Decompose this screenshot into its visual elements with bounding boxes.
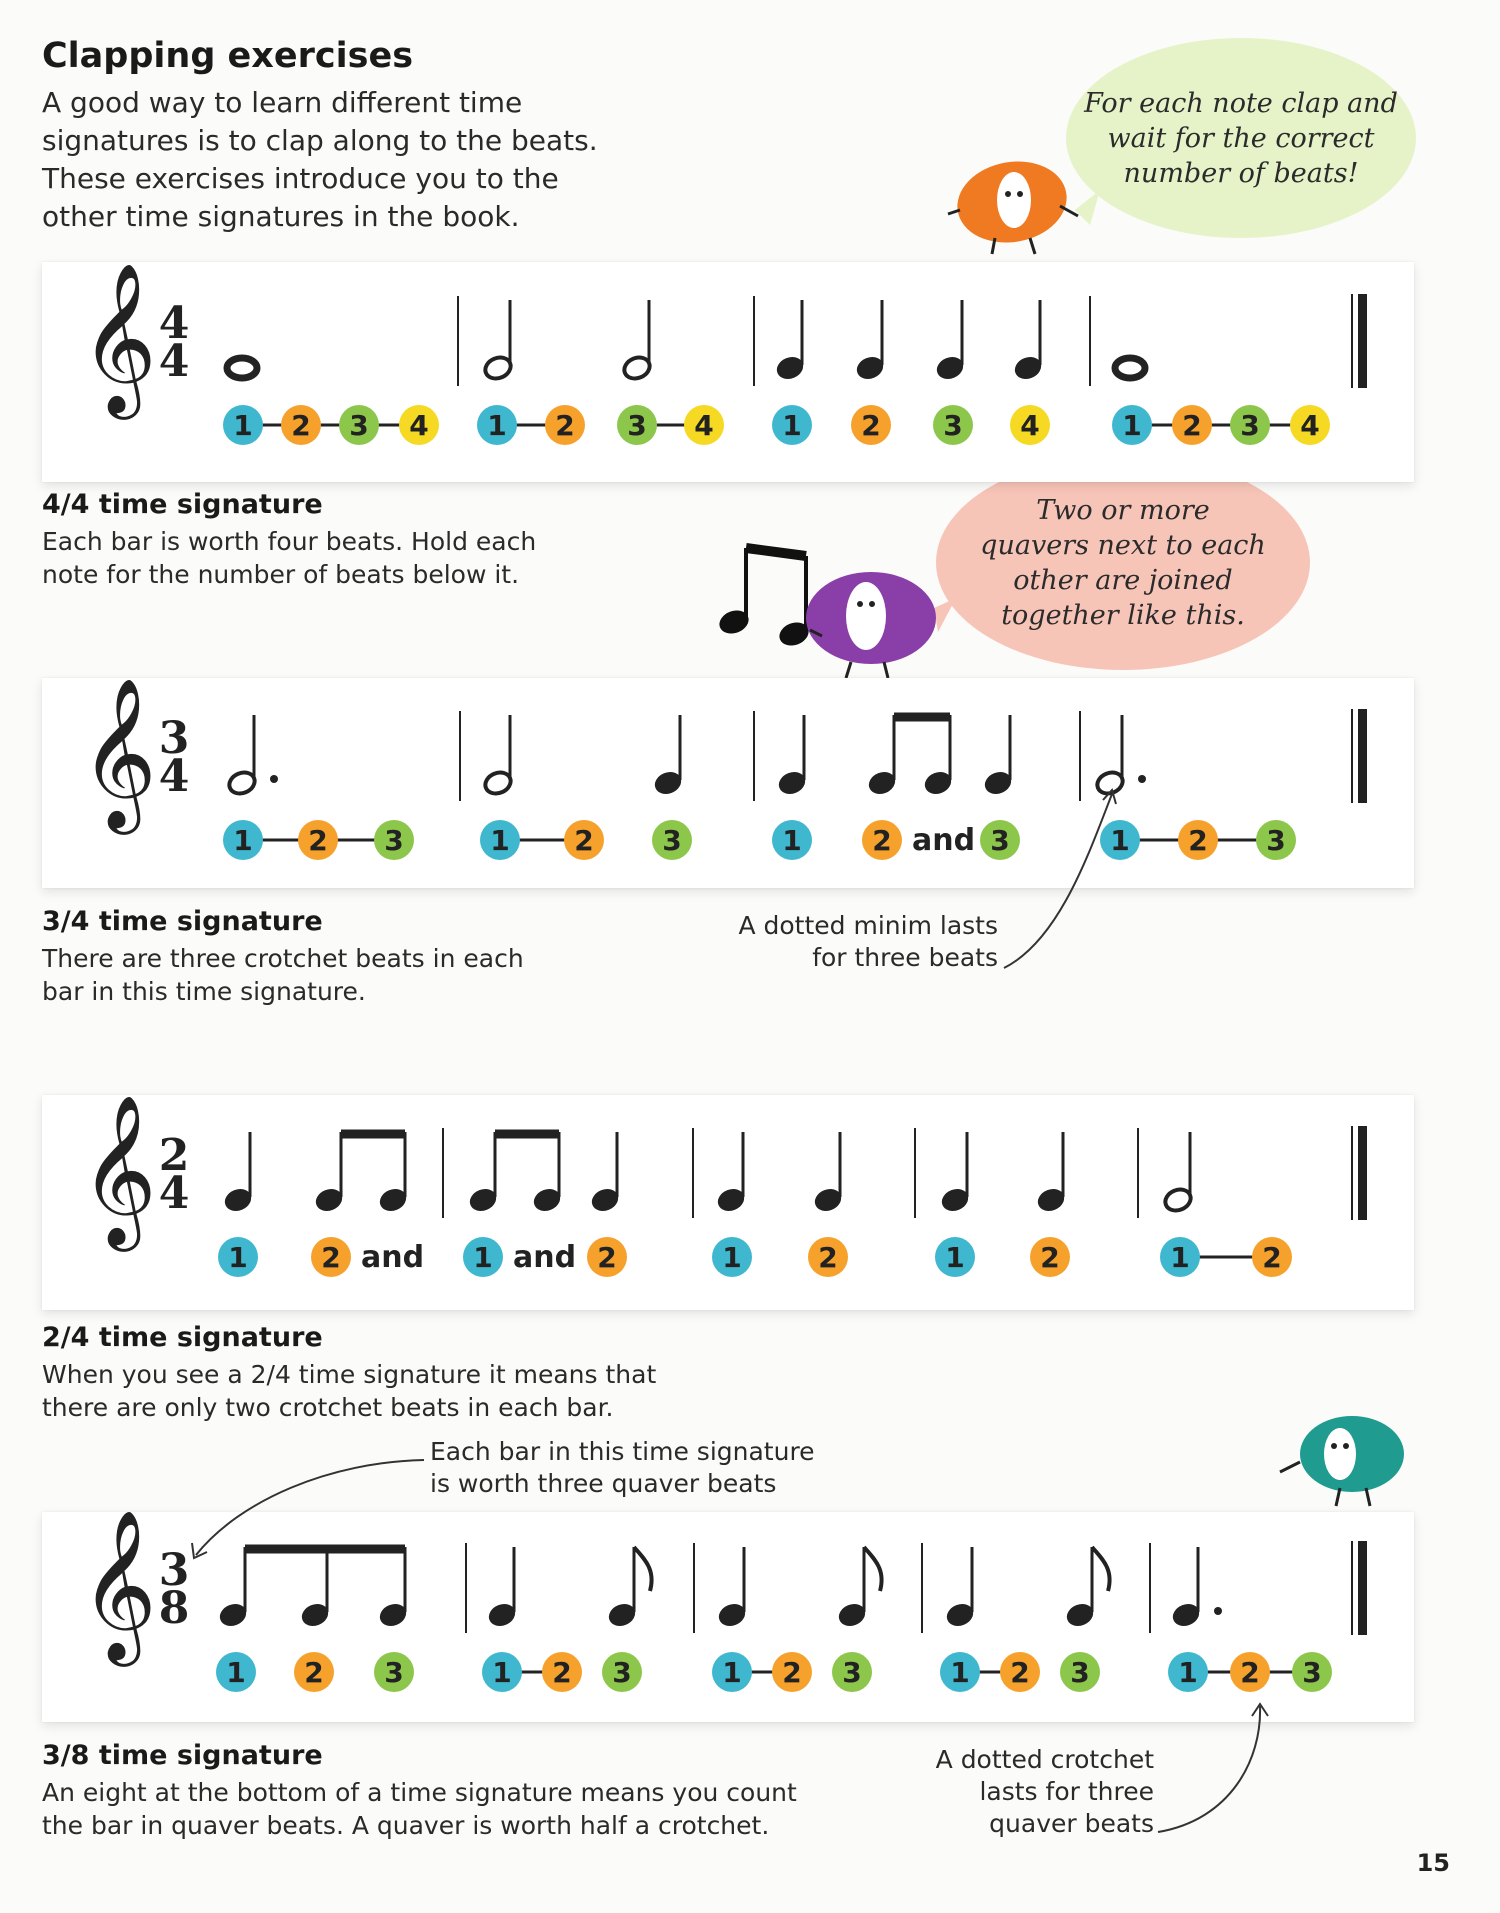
page-number: 15 xyxy=(1416,1849,1450,1877)
beat-number: 1 xyxy=(782,824,802,857)
time-sig-bottom: 4 xyxy=(158,1168,190,1219)
beat-number: 2 xyxy=(818,1241,838,1274)
speech-bubble-top-text: For each note clap and wait for the correct number of beats! xyxy=(1084,87,1398,189)
page-title: Clapping exercises xyxy=(42,36,414,76)
beat-number: 1 xyxy=(722,1656,742,1689)
time-sig-bottom: 4 xyxy=(158,336,190,387)
beat-number: 4 xyxy=(1300,409,1320,442)
beat-number: 1 xyxy=(233,824,253,857)
time-sig-top: 3 xyxy=(158,713,190,764)
beat-number: 4 xyxy=(409,409,429,442)
beat-number: 1 xyxy=(950,1656,970,1689)
time-sig-top: 2 xyxy=(158,1130,190,1181)
beat-and-label: and xyxy=(912,823,976,858)
beat-and-label: and xyxy=(361,1240,425,1275)
note-dotted-crotchet: A dotted crotchet lasts for three quaver beats xyxy=(935,1745,1154,1838)
beat-number: 2 xyxy=(1182,409,1202,442)
beat-number: 2 xyxy=(861,409,881,442)
beat-number: 1 xyxy=(487,409,507,442)
beat-number: 2 xyxy=(304,1656,324,1689)
text-4-4: Each bar is worth four beats. Hold each note for the number of beats below it. xyxy=(42,527,537,589)
beat-number: 1 xyxy=(492,1656,512,1689)
beat-number: 3 xyxy=(384,1656,404,1689)
treble-clef: 𝄞 xyxy=(80,678,157,828)
beat-number: 3 xyxy=(943,409,963,442)
heading-3-8: 3/8 time signature xyxy=(42,1740,323,1771)
intro-text: A good way to learn different time signatures is to clap along to the beats. These exercises introduce you to the other time signatures in the book. xyxy=(42,86,598,233)
beat-number: 2 xyxy=(1262,1241,1282,1274)
beat-number: 3 xyxy=(1302,1656,1322,1689)
beat-number: 2 xyxy=(1188,824,1208,857)
beat-number: 3 xyxy=(1266,824,1286,857)
time-sig-top: 4 xyxy=(158,298,190,349)
beat-number: 2 xyxy=(308,824,328,857)
time-sig-bottom: 4 xyxy=(158,751,190,802)
heading-4-4: 4/4 time signature xyxy=(42,489,323,520)
beat-number: 1 xyxy=(782,409,802,442)
beat-number: 3 xyxy=(627,409,647,442)
beat-number: 4 xyxy=(694,409,714,442)
time-sig-bottom: 8 xyxy=(158,1583,190,1634)
beat-number: 2 xyxy=(597,1241,617,1274)
beat-number: 1 xyxy=(1122,409,1142,442)
beat-number: 1 xyxy=(233,409,253,442)
text-2-4: When you see a 2/4 time signature it means that there are only two crotchet beats in each bar. xyxy=(42,1360,657,1422)
beat-number: 3 xyxy=(349,409,369,442)
beat-number: 1 xyxy=(1178,1656,1198,1689)
beat-number: 1 xyxy=(722,1241,742,1274)
beat-number: 2 xyxy=(574,824,594,857)
beat-number: 1 xyxy=(490,824,510,857)
beat-number: 1 xyxy=(945,1241,965,1274)
arrow-quaver-bar xyxy=(196,1460,424,1555)
beat-number: 1 xyxy=(1110,824,1130,857)
beat-number: 1 xyxy=(226,1656,246,1689)
beat-number: 1 xyxy=(473,1241,493,1274)
beat-and-label: and xyxy=(513,1240,577,1275)
speech-bubble-middle-text: Two or more quavers next to each other are joined together like this. xyxy=(980,494,1266,631)
beat-number: 3 xyxy=(612,1656,632,1689)
beat-number: 3 xyxy=(662,824,682,857)
text-3-4: There are three crotchet beats in each bar in this time signature. xyxy=(42,944,524,1006)
beat-number: 3 xyxy=(990,824,1010,857)
beat-number: 3 xyxy=(1240,409,1260,442)
beat-number: 3 xyxy=(842,1656,862,1689)
treble-clef: 𝄞 xyxy=(80,1095,157,1245)
beat-number: 3 xyxy=(384,824,404,857)
beat-number: 2 xyxy=(552,1656,572,1689)
arrow-dotted-crotchet xyxy=(1158,1706,1260,1832)
beat-number: 2 xyxy=(1240,1656,1260,1689)
beat-number: 1 xyxy=(1170,1241,1190,1274)
beat-number: 2 xyxy=(782,1656,802,1689)
beat-number: 4 xyxy=(1020,409,1040,442)
note-quaver-bar: Each bar in this time signature is worth three quaver beats xyxy=(430,1437,815,1498)
treble-clef: 𝄞 xyxy=(80,1512,157,1660)
arrow-dotted-minim xyxy=(1004,794,1112,968)
beat-number: 2 xyxy=(291,409,311,442)
beat-number: 2 xyxy=(1040,1241,1060,1274)
beat-number: 2 xyxy=(872,824,892,857)
treble-clef: 𝄞 xyxy=(80,262,157,413)
beat-number: 2 xyxy=(321,1241,341,1274)
text-3-8: An eight at the bottom of a time signature means you count the bar in quaver beats. A quaver is worth half a crotchet. xyxy=(42,1778,797,1840)
heading-3-4: 3/4 time signature xyxy=(42,906,323,937)
beat-number: 3 xyxy=(1070,1656,1090,1689)
note-dotted-minim: A dotted minim lasts for three beats xyxy=(738,911,998,972)
beat-number: 1 xyxy=(228,1241,248,1274)
time-sig-top: 3 xyxy=(158,1545,190,1596)
heading-2-4: 2/4 time signature xyxy=(42,1322,323,1353)
beat-number: 2 xyxy=(555,409,575,442)
beat-number: 2 xyxy=(1010,1656,1030,1689)
